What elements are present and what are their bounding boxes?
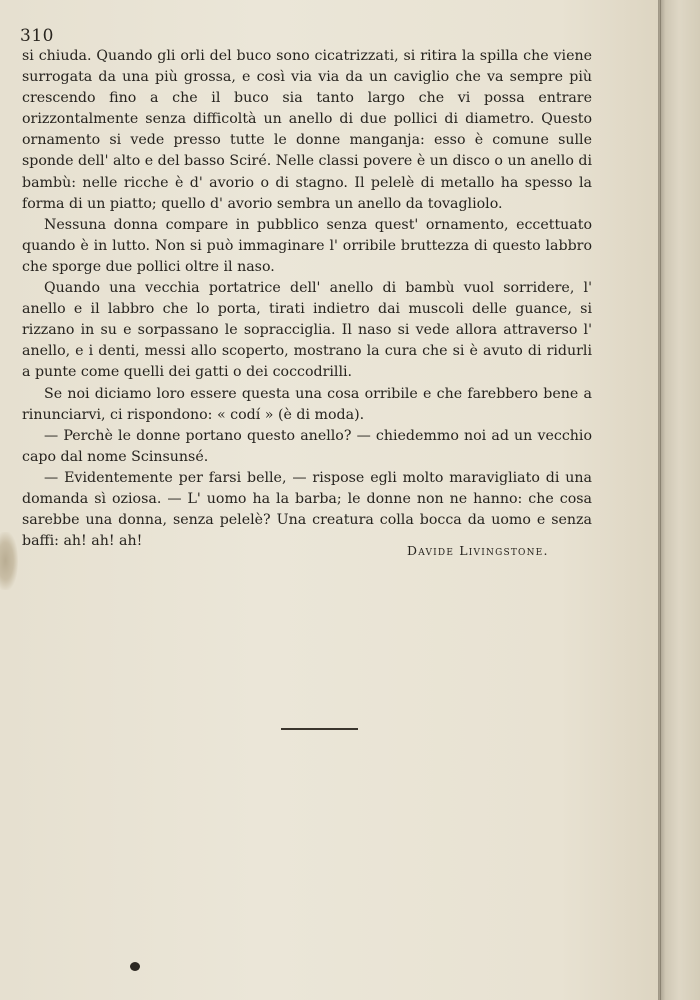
adjacent-page-edge (658, 0, 700, 1000)
paragraph: — Perchè le donne portano questo anello? — chiedemmo noi ad un vecchio capo dal nome Scinsunsé. (22, 427, 592, 465)
section-divider (281, 728, 358, 730)
body-text (22, 46, 592, 552)
paragraph: si chiuda. Quando gli orli del buco sono cicatrizzati, si ritira la spilla che viene surrogata da una più grossa, e così via via da un caviglio che va sempre più crescendo fino a che il buco sia tanto largo che vi possa entrare orizzontalmente senza difficoltà un anello di due pollici di diametro. Questo ornamento si vede presso tutte le donne manganja: esso è comune sulle sponde dell' alto e del basso Sciré. Nelle classi povere è un disco o un anello di bambù: nelle ricche è d' avorio o di stagno. Il pelelè di metallo ha spesso la forma di un piatto; quello d' avorio sembra un anello da tovagliolo. (22, 48, 592, 212)
paragraph: — Evidentemente per farsi belle, — rispose egli molto maravigliato di una domanda sì oziosa. — L' uomo ha la barba; le donne non ne hanno: che cosa sarebbe una donna, senza pelelè? Una creatura colla bocca da uomo e senza baffi: ah! ah! ah! (22, 469, 592, 550)
author-signature: Davide Livingstone. (407, 543, 549, 558)
paper-stain (0, 532, 18, 590)
paragraph: Nessuna donna compare in pubblico senza quest' ornamento, eccettuato quando è in lutto. Non si può immaginare l' orribile bruttezza di questo labbro che sporge due pollici oltre il naso. (22, 216, 592, 275)
ink-spot (130, 962, 140, 971)
paragraph: Quando una vecchia portatrice dell' anello di bambù vuol sorridere, l' anello e il labbro che lo porta, tirati indietro dai muscoli delle guance, si rizzano in su e sorpassano le sopracciglia. Il naso si vede allora attraverso l' anello, e i denti, messi allo scoperto, mostrano la cura che si è avuto di ridurli a punte come quelli dei gatti o dei coccodrilli. (22, 280, 592, 381)
page-number: 310 (20, 26, 54, 46)
paragraph: Se noi diciamo loro essere questa una cosa orribile e che farebbero bene a rinunciarvi, ci rispondono: « codí » (è di moda). (22, 385, 592, 423)
